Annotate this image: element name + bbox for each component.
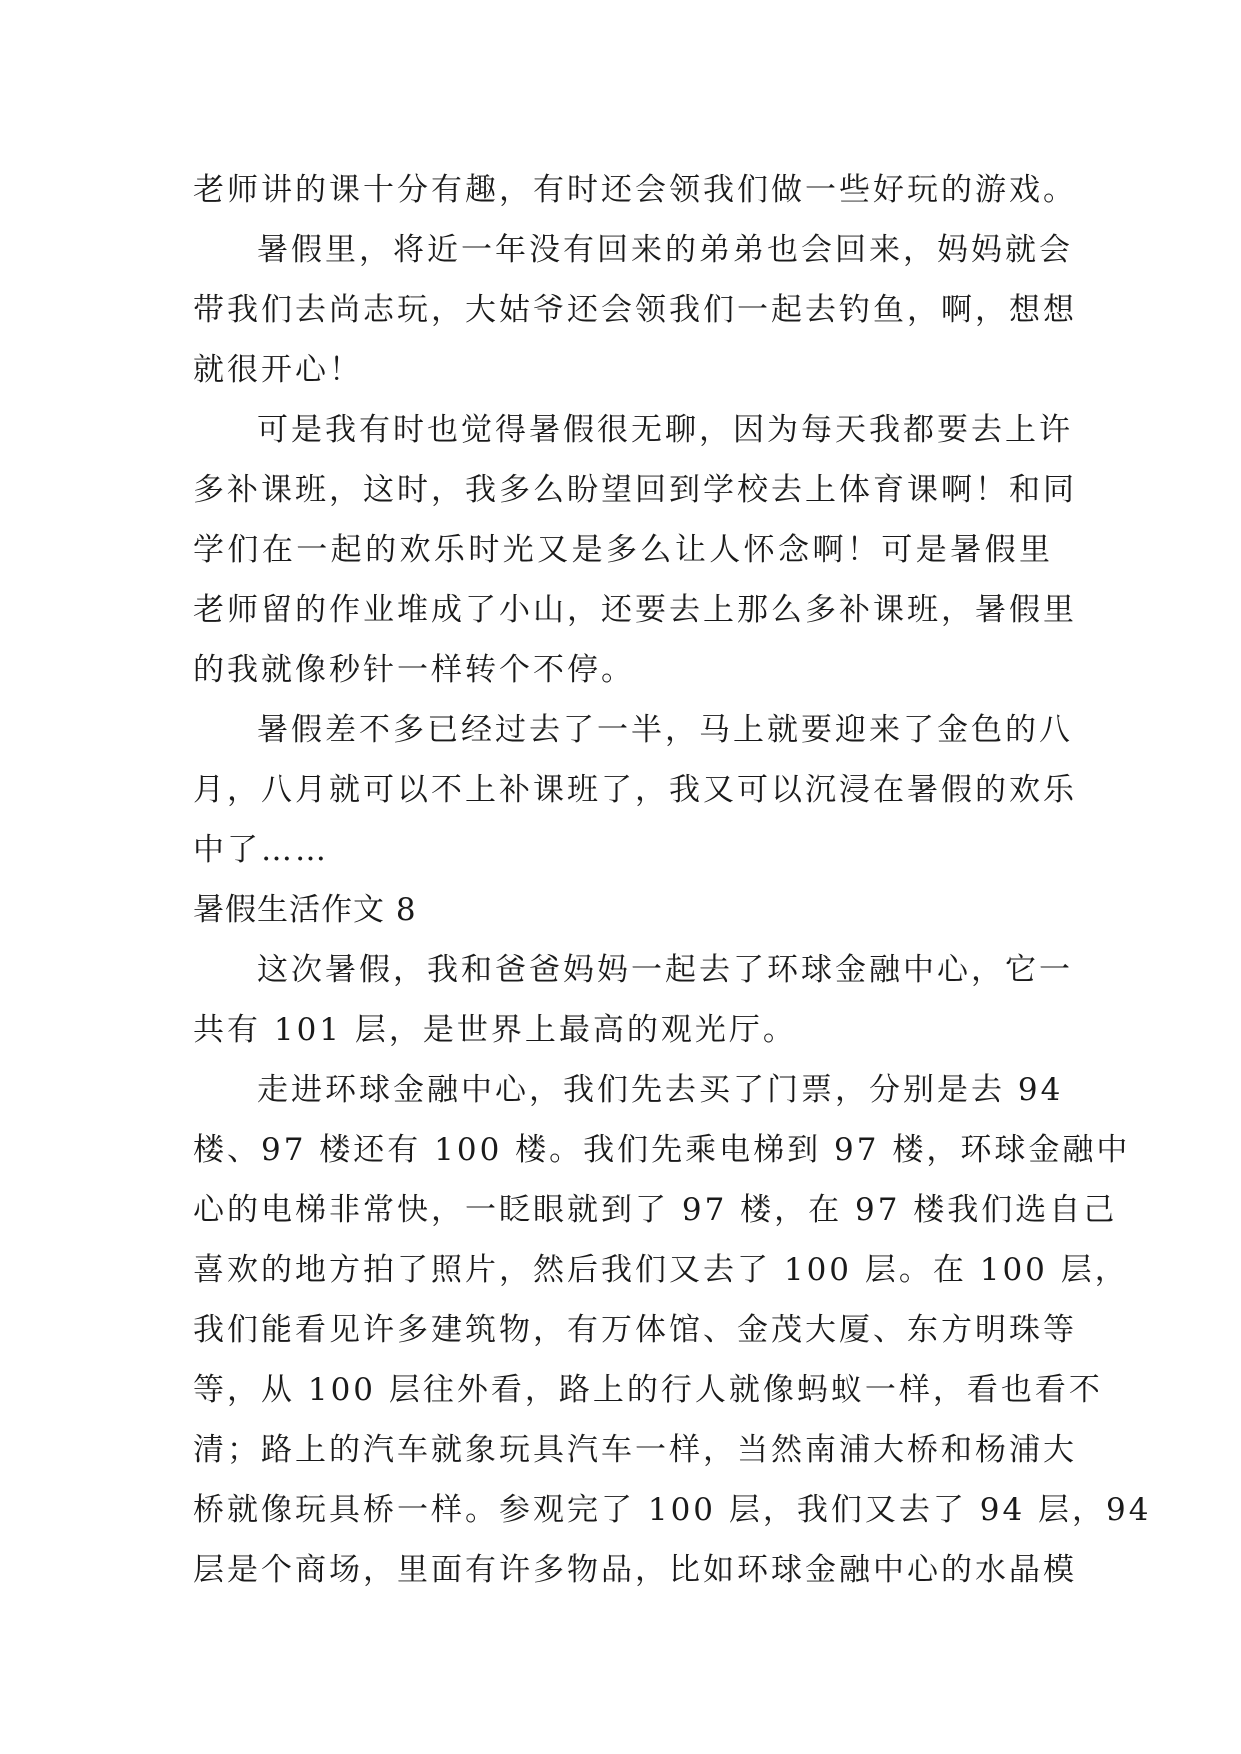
section-heading: 暑假生活作文 8 <box>193 892 417 928</box>
paragraph-line: 老师留的作业堆成了小山，还要去上那么多补课班，暑假里 <box>193 592 1077 628</box>
paragraph-line: 楼、97 楼还有 100 楼。我们先乘电梯到 97 楼，环球金融中 <box>193 1132 1131 1168</box>
paragraph-line: 清；路上的汽车就象玩具汽车一样，当然南浦大桥和杨浦大 <box>193 1432 1077 1468</box>
paragraph-line: 带我们去尚志玩，大姑爷还会领我们一起去钓鱼，啊，想想 <box>193 292 1077 328</box>
paragraph-line: 中了…… <box>193 832 329 868</box>
document-body <box>193 160 1152 1600</box>
paragraph-line: 月，八月就可以不上补课班了，我又可以沉浸在暑假的欢乐 <box>193 772 1077 808</box>
paragraph-line: 桥就像玩具桥一样。参观完了 100 层，我们又去了 94 层，94 <box>193 1492 1152 1528</box>
paragraph-line: 喜欢的地方拍了照片，然后我们又去了 100 层。在 100 层， <box>193 1252 1129 1288</box>
paragraph-line: 老师讲的课十分有趣，有时还会领我们做一些好玩的游戏。 <box>193 172 1077 208</box>
paragraph-line: 心的电梯非常快，一眨眼就到了 97 楼，在 97 楼我们选自己 <box>193 1192 1118 1228</box>
paragraph-line: 学们在一起的欢乐时光又是多么让人怀念啊！可是暑假里 <box>193 532 1053 568</box>
paragraph-line: 暑假差不多已经过去了一半，马上就要迎来了金色的八 <box>257 712 1073 748</box>
paragraph-line: 等，从 100 层往外看，路上的行人就像蚂蚁一样，看也看不 <box>193 1372 1103 1408</box>
paragraph-line: 我们能看见许多建筑物，有万体馆、金茂大厦、东方明珠等 <box>193 1312 1077 1348</box>
paragraph-line: 的我就像秒针一样转个不停。 <box>193 652 635 688</box>
paragraph-line: 多补课班，这时，我多么盼望回到学校去上体育课啊！和同 <box>193 472 1077 508</box>
paragraph-line: 走进环球金融中心，我们先去买了门票，分别是去 94 <box>257 1072 1064 1108</box>
paragraph-line: 暑假里，将近一年没有回来的弟弟也会回来，妈妈就会 <box>257 232 1073 268</box>
paragraph-line: 这次暑假，我和爸爸妈妈一起去了环球金融中心，它一 <box>257 952 1073 988</box>
paragraph-line: 共有 101 层，是世界上最高的观光厅。 <box>193 1012 797 1048</box>
paragraph-line: 层是个商场，里面有许多物品，比如环球金融中心的水晶模 <box>193 1552 1077 1588</box>
paragraph-line: 可是我有时也觉得暑假很无聊，因为每天我都要去上许 <box>257 412 1073 448</box>
paragraph-line: 就很开心！ <box>193 352 363 388</box>
